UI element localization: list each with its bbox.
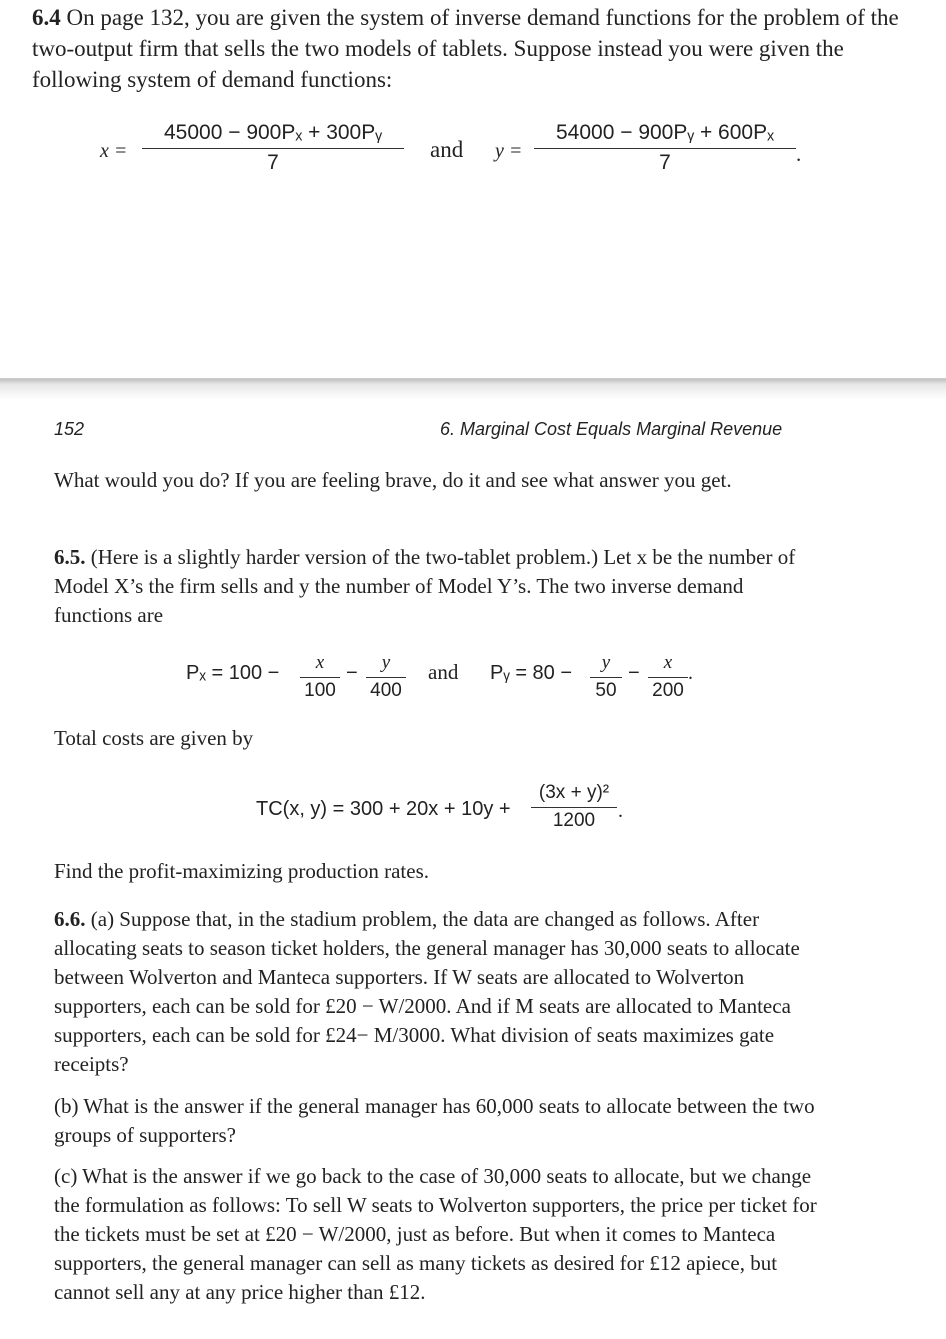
page-number: 152: [54, 419, 85, 439]
eq-connector-and: and: [430, 137, 464, 162]
page-break-divider: [0, 378, 946, 400]
px-minus: −: [346, 662, 358, 684]
px-frac1-den: 100: [300, 677, 340, 702]
tc-numerator: (3x + y)²: [538, 782, 610, 803]
py-period: .: [688, 662, 693, 684]
continued-paragraph: What would you do? If you are feeling brave, do it and see what answer you get.: [54, 468, 732, 492]
eq2-lhs: y =: [495, 140, 523, 162]
eq2-period: .: [796, 142, 802, 166]
py-frac1-num: y: [601, 652, 611, 673]
total-costs-text: Total costs are given by: [54, 726, 254, 750]
problem-6-6c-text: (c) What is the answer if we go back to the case of 30,000 seats to allocate, but we change the formulation as follows: To sell W seats to Wolverton supporters, the price per ticket for the tickets must be set at £20 − W/2000, just as before. But when it comes to Manteca supporters, the general manager can sell as many tickets as desired for £12 apiece, but cannot sell any at any price higher than £12.: [54, 1164, 817, 1304]
tc-fraction: [531, 782, 617, 832]
px-fraction-2: [366, 652, 406, 702]
problem-6-6-number: 6.6.: [54, 907, 86, 931]
px-frac2-num: y: [381, 652, 391, 673]
eq2-numerator: 54000 − 900Pᵧ + 600Pₓ: [556, 121, 774, 144]
running-header: 6. Marginal Cost Equals Marginal Revenue: [440, 419, 783, 439]
problem-6-5-number: 6.5.: [54, 545, 86, 569]
tc-denominator: 1200: [531, 807, 617, 832]
px-frac1-num: x: [315, 652, 325, 673]
py-fraction-2: [648, 652, 688, 702]
problem-6-4-body: On page 132, you are given the system of inverse demand functions for the problem of the two-output firm that sells the two models of tablets. Suppose instead you were given the following system of demand functions:: [32, 5, 899, 92]
problem-6-4-number: 6.4: [32, 5, 61, 30]
eq2-fraction: [534, 121, 796, 175]
px-lhs: Pₓ = 100 −: [186, 662, 280, 684]
px-fraction-1: [300, 652, 340, 702]
tc-lhs: TC(x, y) = 300 + 20x + 10y +: [256, 798, 511, 820]
eq1-lhs: x =: [100, 140, 128, 162]
tc-period: .: [618, 800, 623, 822]
py-lhs: Pᵧ = 80 −: [490, 662, 573, 684]
problem-6-4-text: [32, 2, 912, 95]
py-frac1-den: 50: [590, 677, 622, 702]
py-fraction-1: [590, 652, 622, 702]
find-rates-text: Find the profit-maximizing production rates.: [54, 859, 430, 883]
eq1-denominator: 7: [142, 148, 404, 175]
problem-6-5-body: (Here is a slightly harder version of the two-tablet problem.) Let x be the number of Model X’s the firm sells and y the number of Model Y’s. The two inverse demand functions are: [54, 545, 796, 627]
problem-6-6b-text: (b) What is the answer if the general manager has 60,000 seats to allocate between the two groups of supporters?: [54, 1094, 815, 1147]
problem-6-5-text: [54, 543, 826, 630]
py-frac2-den: 200: [648, 677, 688, 702]
eq2-denominator: 7: [534, 148, 796, 175]
py-minus: −: [628, 662, 640, 684]
problem-6-6a-body: (a) Suppose that, in the stadium problem, the data are changed as follows. After allocating seats to season ticket holders, the general manager has 30,000 seats to allocate between Wolverton and Manteca supporters. If W seats are allocated to Wolverton supporters, each can be sold for £20 − W/2000. And if M seats are allocated to Manteca supporters, each can be sold for £24− M/3000. What division of seats maximizes gate receipts?: [54, 907, 800, 1076]
eq1-numerator: 45000 − 900Pₓ + 300Pᵧ: [164, 121, 382, 144]
eq-and: and: [428, 660, 459, 684]
px-frac2-den: 400: [366, 677, 406, 702]
eq1-fraction: [142, 121, 404, 175]
py-frac2-num: x: [663, 652, 673, 673]
problem-6-6a-text: [54, 905, 826, 1079]
